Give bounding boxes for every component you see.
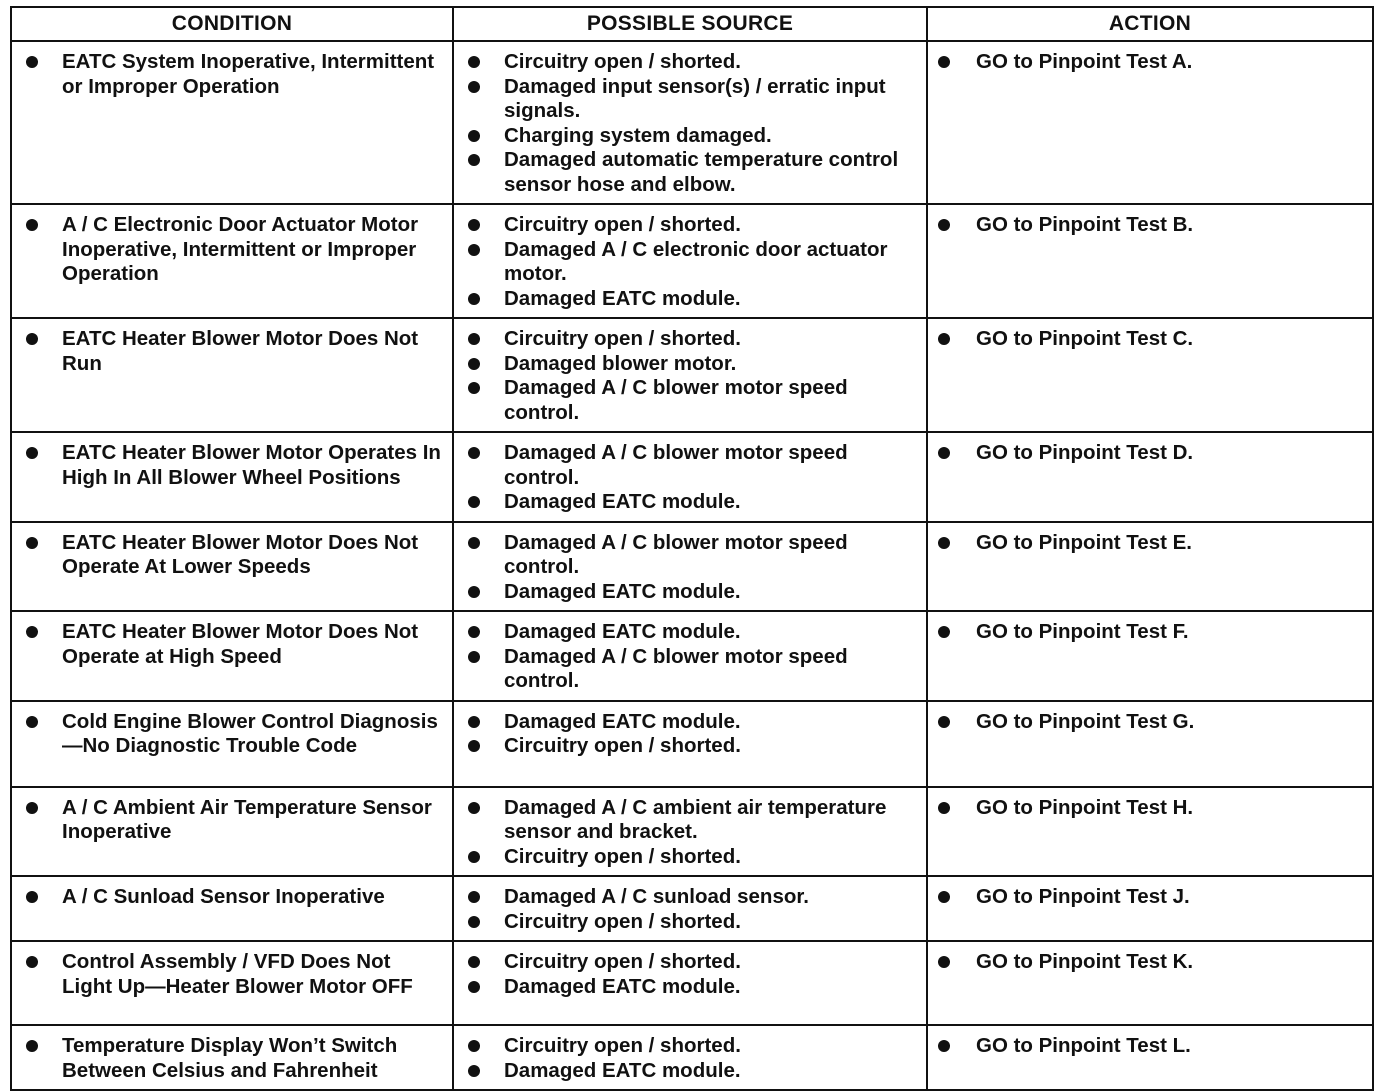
bullet-icon xyxy=(938,219,950,231)
source-item xyxy=(468,645,918,694)
condition-item-text: A / C Ambient Air Temperature Sensor Inoperative xyxy=(62,795,432,843)
action-cell xyxy=(927,701,1373,787)
bullet-icon xyxy=(938,626,950,638)
source-item xyxy=(468,490,918,515)
action-cell xyxy=(927,611,1373,701)
condition-item xyxy=(26,950,444,999)
source-item xyxy=(468,124,918,149)
action-item xyxy=(938,620,1364,645)
action-cell xyxy=(927,1025,1373,1090)
source-item xyxy=(468,845,918,870)
table-row xyxy=(11,941,1373,1025)
source-item-text: Damaged EATC module. xyxy=(504,286,741,310)
bullet-icon xyxy=(468,244,480,256)
bullet-icon xyxy=(26,56,38,68)
condition-cell xyxy=(11,318,453,432)
bullet-icon xyxy=(938,802,950,814)
condition-item xyxy=(26,885,444,910)
possible-source-cell xyxy=(453,318,927,432)
table-row xyxy=(11,876,1373,941)
source-item-text: Circuitry open / shorted. xyxy=(504,909,741,933)
action-item-text: GO to Pinpoint Test J. xyxy=(976,885,1190,908)
source-item-text: Damaged EATC module. xyxy=(504,1058,741,1082)
condition-item-text: Control Assembly / VFD Does Not Light Up—Heater Blower Motor OFF xyxy=(62,950,413,998)
source-item-text: Damaged EATC module. xyxy=(504,709,741,733)
source-item xyxy=(468,950,918,975)
bullet-icon xyxy=(468,891,480,903)
source-item xyxy=(468,975,918,1000)
condition-item xyxy=(26,796,444,845)
source-item xyxy=(468,376,918,425)
source-item-text: Damaged A / C ambient air temperature sensor and bracket. xyxy=(504,795,887,843)
possible-source-cell xyxy=(453,41,927,204)
possible-source-cell xyxy=(453,876,927,941)
diagnosis-chart xyxy=(10,6,1372,1091)
bullet-icon xyxy=(938,956,950,968)
source-item xyxy=(468,734,918,759)
possible-source-cell xyxy=(453,611,927,701)
action-item-text: GO to Pinpoint Test K. xyxy=(976,950,1194,973)
action-item xyxy=(938,213,1364,238)
possible-source-cell xyxy=(453,204,927,318)
header-possible-source: POSSIBLE SOURCE xyxy=(453,7,927,41)
bullet-icon xyxy=(26,956,38,968)
possible-source-cell xyxy=(453,432,927,522)
condition-item-text: EATC Heater Blower Motor Does Not Run xyxy=(62,327,419,375)
condition-item-text: EATC System Inoperative, Intermittent or Improper Operation xyxy=(62,50,435,98)
bullet-icon xyxy=(468,586,480,598)
condition-cell xyxy=(11,876,453,941)
bullet-icon xyxy=(468,740,480,752)
action-cell xyxy=(927,522,1373,612)
bullet-icon xyxy=(468,447,480,459)
bullet-icon xyxy=(26,537,38,549)
source-item xyxy=(468,1059,918,1084)
condition-item xyxy=(26,620,444,669)
bullet-icon xyxy=(468,716,480,728)
condition-item xyxy=(26,531,444,580)
source-item xyxy=(468,75,918,124)
source-item xyxy=(468,910,918,935)
header-row xyxy=(11,7,1373,41)
action-item xyxy=(938,710,1364,735)
action-item xyxy=(938,950,1364,975)
action-item xyxy=(938,1034,1364,1059)
source-item xyxy=(468,441,918,490)
source-item xyxy=(468,1034,918,1059)
source-item xyxy=(468,885,918,910)
source-item-text: Damaged A / C blower motor speed control. xyxy=(504,441,848,489)
source-item xyxy=(468,327,918,352)
condition-item-text: A / C Sunload Sensor Inoperative xyxy=(62,885,385,908)
source-item xyxy=(468,531,918,580)
condition-cell xyxy=(11,941,453,1025)
table-row xyxy=(11,787,1373,877)
possible-source-cell xyxy=(453,522,927,612)
source-item xyxy=(468,796,918,845)
bullet-icon xyxy=(468,1065,480,1077)
source-item xyxy=(468,238,918,287)
table-row xyxy=(11,611,1373,701)
condition-item-text: A / C Electronic Door Actuator Motor Inoperative, Intermittent or Improper Operation xyxy=(62,213,419,285)
bullet-icon xyxy=(26,891,38,903)
source-item xyxy=(468,50,918,75)
source-item xyxy=(468,213,918,238)
condition-item xyxy=(26,710,444,759)
source-item-text: Damaged blower motor. xyxy=(504,351,737,375)
action-item xyxy=(938,885,1364,910)
bullet-icon xyxy=(468,219,480,231)
source-item-text: Damaged A / C sunload sensor. xyxy=(504,885,809,908)
table-body xyxy=(11,41,1373,1090)
bullet-icon xyxy=(26,447,38,459)
condition-item-text: EATC Heater Blower Motor Does Not Operate at High Speed xyxy=(62,620,419,668)
source-item-text: Damaged input sensor(s) / erratic input signals. xyxy=(504,74,886,122)
source-item xyxy=(468,287,918,312)
source-item-text: Damaged A / C blower motor speed control. xyxy=(504,376,848,424)
action-item-text: GO to Pinpoint Test F. xyxy=(976,620,1189,643)
bullet-icon xyxy=(468,981,480,993)
bullet-icon xyxy=(468,154,480,166)
bullet-icon xyxy=(938,333,950,345)
source-item-text: Damaged EATC module. xyxy=(504,974,741,998)
bullet-icon xyxy=(26,802,38,814)
action-item-text: GO to Pinpoint Test B. xyxy=(976,213,1194,236)
action-cell xyxy=(927,204,1373,318)
bullet-icon xyxy=(468,916,480,928)
bullet-icon xyxy=(468,130,480,142)
bullet-icon xyxy=(468,333,480,345)
action-cell xyxy=(927,876,1373,941)
bullet-icon xyxy=(26,716,38,728)
condition-cell xyxy=(11,522,453,612)
bullet-icon xyxy=(468,537,480,549)
condition-cell xyxy=(11,1025,453,1090)
source-item-text: Damaged automatic temperature control sensor hose and elbow. xyxy=(504,148,899,196)
bullet-icon xyxy=(938,56,950,68)
action-item xyxy=(938,441,1364,466)
bullet-icon xyxy=(26,219,38,231)
condition-item-text: Cold Engine Blower Control Diagnosis—No Diagnostic Trouble Code xyxy=(62,709,438,757)
table-row xyxy=(11,522,1373,612)
action-cell xyxy=(927,41,1373,204)
table-row xyxy=(11,41,1373,204)
source-item-text: Damaged A / C blower motor speed control. xyxy=(504,530,848,578)
action-cell xyxy=(927,432,1373,522)
action-item-text: GO to Pinpoint Test E. xyxy=(976,530,1193,554)
action-item-text: GO to Pinpoint Test G. xyxy=(976,709,1195,733)
bullet-icon xyxy=(468,496,480,508)
condition-item xyxy=(26,50,444,99)
bullet-icon xyxy=(938,716,950,728)
bullet-icon xyxy=(938,891,950,903)
action-cell xyxy=(927,318,1373,432)
source-item xyxy=(468,710,918,735)
bullet-icon xyxy=(468,626,480,638)
condition-cell xyxy=(11,701,453,787)
source-item xyxy=(468,620,918,645)
source-item-text: Damaged A / C blower motor speed control. xyxy=(504,644,848,692)
bullet-icon xyxy=(468,56,480,68)
source-item-text: Damaged EATC module. xyxy=(504,579,741,603)
condition-cell xyxy=(11,41,453,204)
bullet-icon xyxy=(26,1040,38,1052)
bullet-icon xyxy=(468,956,480,968)
table-row xyxy=(11,204,1373,318)
condition-cell xyxy=(11,611,453,701)
action-item-text: GO to Pinpoint Test A. xyxy=(976,50,1193,73)
action-item xyxy=(938,796,1364,821)
action-item xyxy=(938,327,1364,352)
source-item-text: Damaged EATC module. xyxy=(504,490,741,513)
action-item xyxy=(938,531,1364,556)
condition-cell xyxy=(11,432,453,522)
condition-item-text: EATC Heater Blower Motor Operates In High In All Blower Wheel Positions xyxy=(62,441,441,489)
source-item-text: Damaged EATC module. xyxy=(504,620,741,643)
source-item xyxy=(468,580,918,605)
source-item-text: Circuitry open / shorted. xyxy=(504,844,741,868)
possible-source-cell xyxy=(453,1025,927,1090)
bullet-icon xyxy=(938,1040,950,1052)
source-item xyxy=(468,148,918,197)
source-item-text: Circuitry open / shorted. xyxy=(504,1034,741,1057)
source-item-text: Damaged A / C electronic door actuator motor. xyxy=(504,237,888,285)
bullet-icon xyxy=(468,293,480,305)
bullet-icon xyxy=(468,851,480,863)
bullet-icon xyxy=(468,1040,480,1052)
action-item-text: GO to Pinpoint Test L. xyxy=(976,1034,1191,1057)
condition-item xyxy=(26,1034,444,1083)
condition-item xyxy=(26,213,444,287)
source-item xyxy=(468,352,918,377)
condition-item-text: EATC Heater Blower Motor Does Not Operate At Lower Speeds xyxy=(62,530,419,578)
header-condition: CONDITION xyxy=(11,7,453,41)
header-action: ACTION xyxy=(927,7,1373,41)
bullet-icon xyxy=(468,81,480,93)
table-row xyxy=(11,432,1373,522)
action-item xyxy=(938,50,1364,75)
condition-item xyxy=(26,441,444,490)
table-row xyxy=(11,1025,1373,1090)
source-item-text: Circuitry open / shorted. xyxy=(504,327,741,350)
source-item-text: Circuitry open / shorted. xyxy=(504,734,741,757)
possible-source-cell xyxy=(453,941,927,1025)
bullet-icon xyxy=(468,382,480,394)
action-item-text: GO to Pinpoint Test H. xyxy=(976,795,1194,819)
table-row xyxy=(11,701,1373,787)
source-item-text: Circuitry open / shorted. xyxy=(504,213,741,236)
bullet-icon xyxy=(938,447,950,459)
condition-item-text: Temperature Display Won’t Switch Between Celsius and Fahrenheit xyxy=(62,1034,398,1082)
bullet-icon xyxy=(26,333,38,345)
condition-cell xyxy=(11,787,453,877)
possible-source-cell xyxy=(453,701,927,787)
condition-cell xyxy=(11,204,453,318)
action-cell xyxy=(927,787,1373,877)
table-row xyxy=(11,318,1373,432)
condition-item xyxy=(26,327,444,376)
symptom-table xyxy=(10,6,1374,1091)
action-item-text: GO to Pinpoint Test D. xyxy=(976,441,1194,464)
bullet-icon xyxy=(468,651,480,663)
possible-source-cell xyxy=(453,787,927,877)
action-cell xyxy=(927,941,1373,1025)
source-item-text: Charging system damaged. xyxy=(504,123,772,147)
action-item-text: GO to Pinpoint Test C. xyxy=(976,327,1194,350)
bullet-icon xyxy=(26,626,38,638)
bullet-icon xyxy=(938,537,950,549)
bullet-icon xyxy=(468,802,480,814)
source-item-text: Circuitry open / shorted. xyxy=(504,50,741,73)
source-item-text: Circuitry open / shorted. xyxy=(504,950,741,973)
bullet-icon xyxy=(468,358,480,370)
